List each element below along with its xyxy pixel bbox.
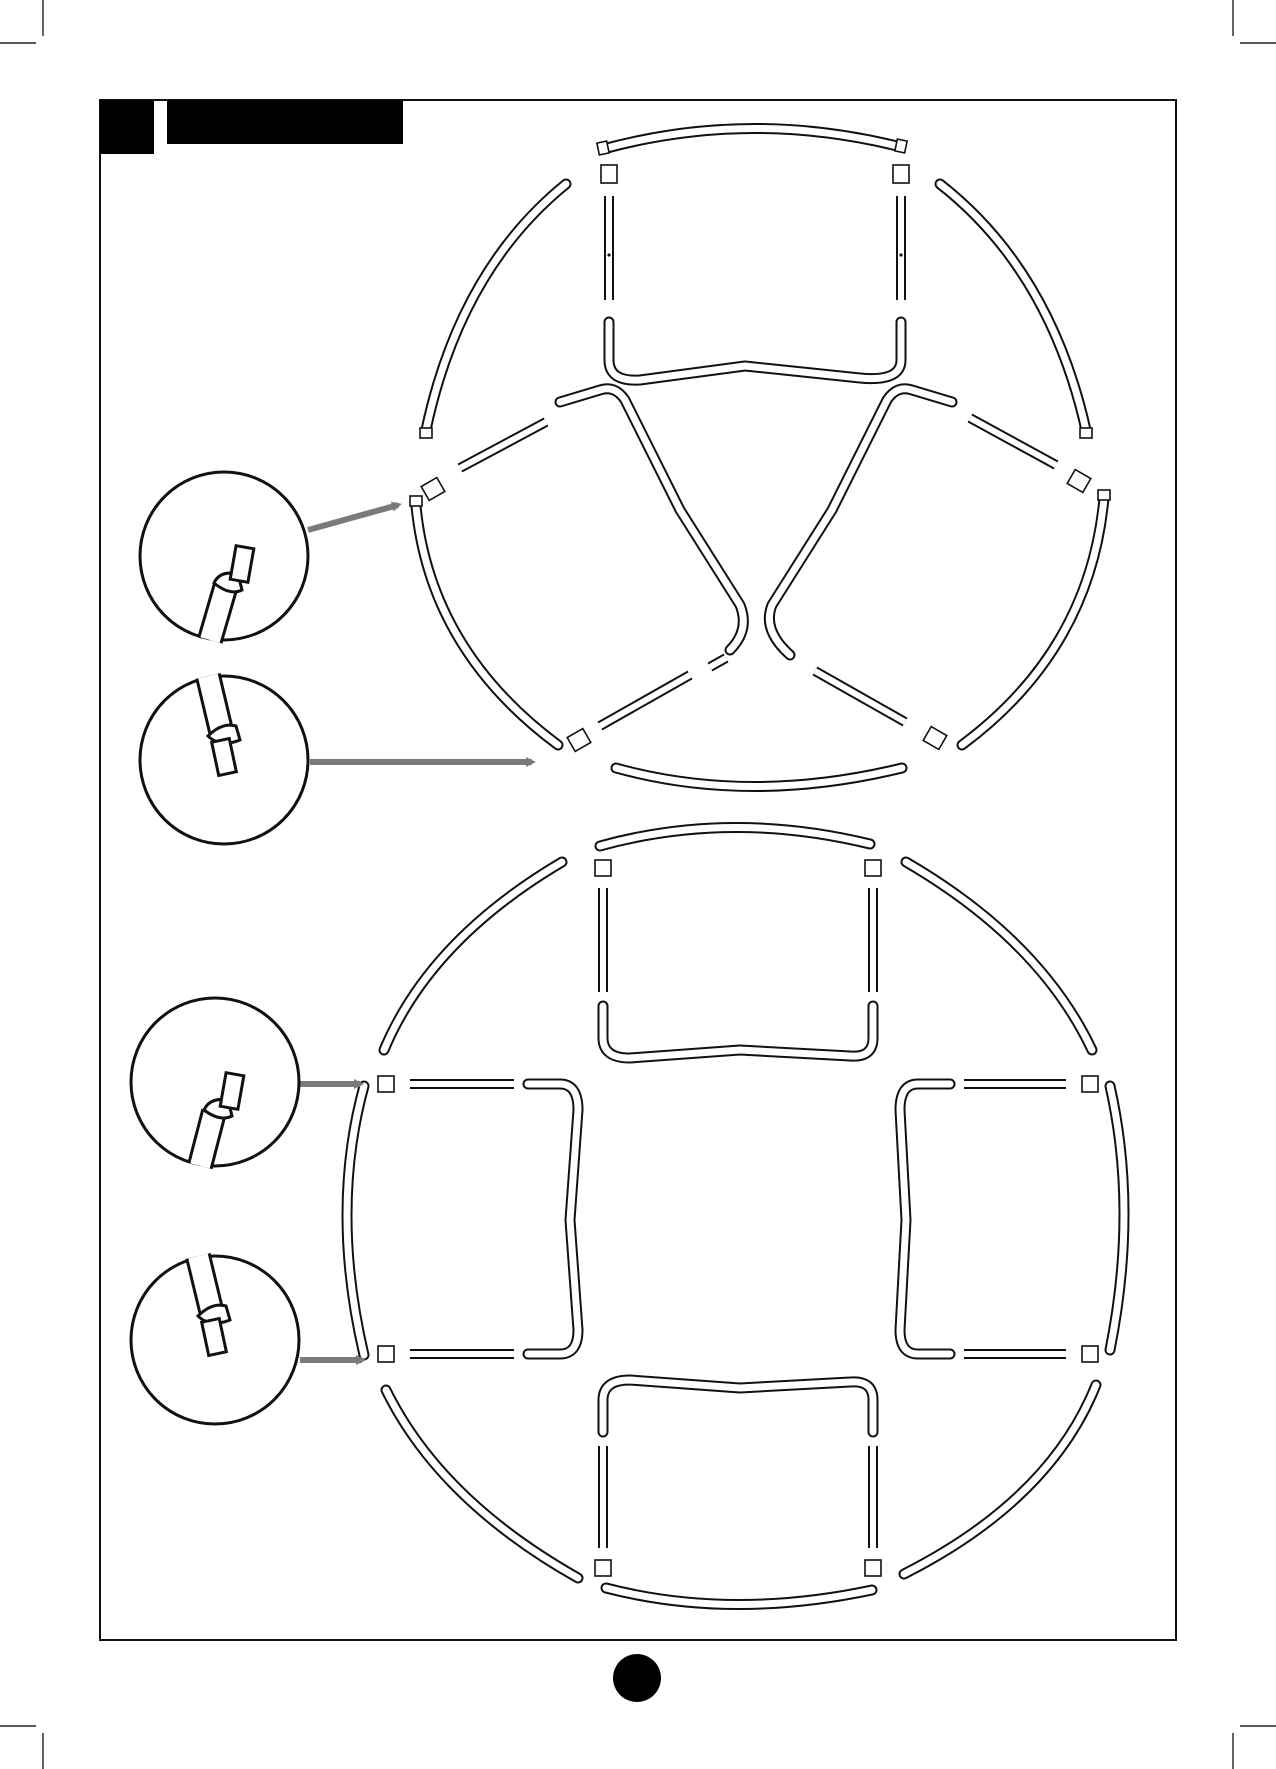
bottom-rail bbox=[616, 768, 902, 787]
assembly-diagram-eight-leg bbox=[298, 827, 1124, 1604]
step-number-box bbox=[100, 100, 154, 154]
left-v-leg bbox=[421, 389, 743, 752]
left-rail-2 bbox=[347, 1086, 364, 1355]
lower-right-rail-2 bbox=[904, 1385, 1096, 1574]
lower-left-rail-2 bbox=[386, 1390, 578, 1578]
assembly-diagram-six-leg bbox=[308, 128, 1110, 786]
left-u-leg-2 bbox=[378, 1076, 578, 1362]
left-lower-rail bbox=[410, 496, 558, 745]
top-rail bbox=[597, 128, 907, 154]
right-u-leg-2 bbox=[900, 1076, 1098, 1362]
callout-swaged-end-top-1 bbox=[140, 472, 308, 640]
top-u-leg bbox=[601, 165, 909, 380]
step-header bbox=[100, 100, 403, 154]
upper-left-rail bbox=[420, 184, 566, 438]
callout-swaged-end-bottom-2 bbox=[131, 1256, 299, 1424]
callout-swaged-end-top-2 bbox=[131, 998, 299, 1166]
upper-left-rail-2 bbox=[384, 862, 562, 1050]
step-title-bar bbox=[167, 100, 403, 144]
bottom-u-leg-2 bbox=[595, 1380, 881, 1576]
arrow-to-left-rail-top bbox=[308, 505, 398, 530]
callout-swaged-end-bottom-1 bbox=[140, 676, 308, 844]
upper-right-rail bbox=[940, 184, 1092, 438]
right-lower-rail bbox=[962, 490, 1110, 745]
page-number-badge bbox=[613, 1654, 661, 1702]
right-v-leg bbox=[769, 389, 1090, 750]
upper-right-rail-2 bbox=[906, 862, 1092, 1050]
top-rail-2 bbox=[600, 827, 870, 846]
top-u-leg-2 bbox=[595, 860, 881, 1058]
bottom-rail-2 bbox=[606, 1588, 872, 1605]
right-rail-2 bbox=[1110, 1086, 1124, 1350]
